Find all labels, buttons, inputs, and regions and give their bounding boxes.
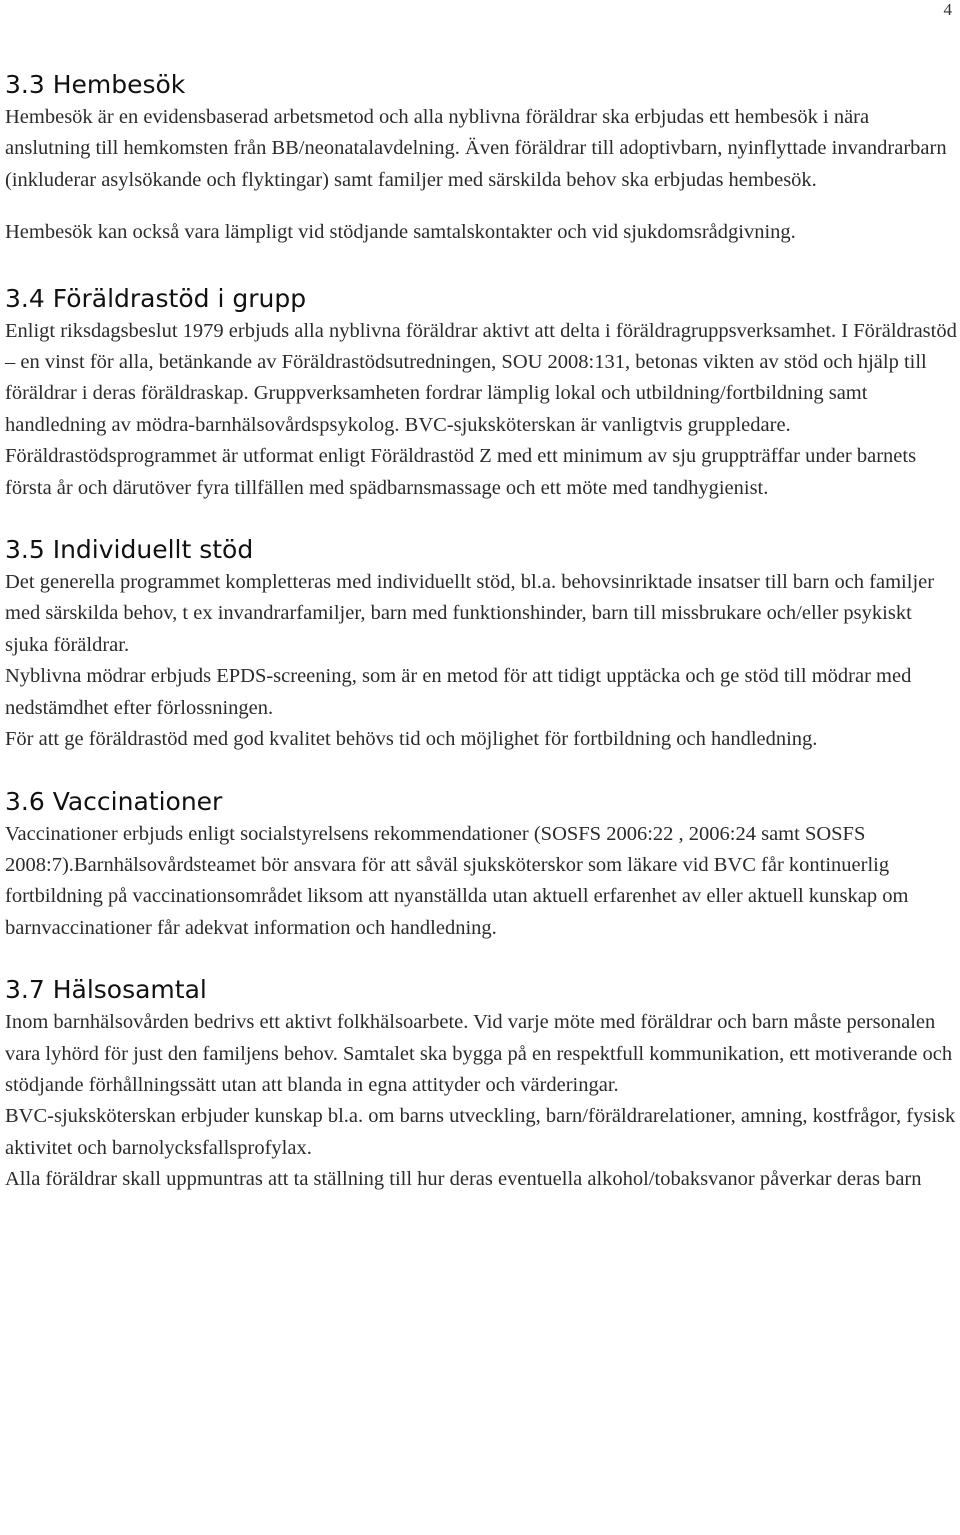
- section-heading: 3.3 Hembesök: [5, 70, 186, 99]
- section-heading: 3.6 Vaccinationer: [5, 786, 223, 816]
- paragraph: Hembesök är en evidensbaserad arbetsmetod och alla nyblivna föräldrar ska erbjudas ett hembesök i nära anslutning till hemkomsten från BB/neonatalavdelning. Även föräldrar till adoptivbarn, nyinflyttade invandrarbarn (inkluderar asylsökande och flyktingar) samt familjer med särskilda behov ska erbjudas hembesök.: [5, 106, 947, 191]
- paragraph: Nyblivna mödrar erbjuds EPDS-screening, som är en metod för att tidigt upptäcka och ge stöd till mödrar med nedstämdhet efter förlossningen.: [5, 665, 912, 719]
- section-vaccinationer: [5, 785, 957, 945]
- section-individuellt-stod: [5, 533, 957, 755]
- page-number: 4: [943, 0, 952, 19]
- section-heading: 3.5 Individuellt stöd: [5, 535, 254, 565]
- paragraph: För att ge föräldrastöd med god kvalitet behövs tid och möjlighet för fortbildning och handledning.: [5, 728, 818, 751]
- paragraph: Vaccinationer erbjuds enligt socialstyrelsens rekommendationer (SOSFS 2006:22 , 2006:24 samt SOSFS 2008:7).Barnhälsovårdsteamet bör ansvara för att såväl sjuksköterskor som läkare vid BVC får kontinuerlig fortbildning på vaccinationsområdet liksom att nyanställda utan aktuell erfarenhet av eller aktuell kunskap om barnvaccinationer får adekvat information och handledning.: [5, 822, 909, 939]
- document-body: [5, 68, 957, 1196]
- section-foraldrastod-i-grupp: [5, 282, 957, 504]
- section-hembesok: [5, 68, 957, 249]
- paragraph: Hembesök kan också vara lämpligt vid stödjande samtalskontakter och vid sjukdomsrådgivning.: [5, 221, 796, 244]
- paragraph: Det generella programmet kompletteras med individuellt stöd, bl.a. behovsinriktade insatser till barn och familjer med särskilda behov, t ex invandrarfamiljer, barn med funktionshinder, barn till missbrukare och/eller psykiskt sjuka föräldrar.: [5, 571, 935, 656]
- paragraph: Alla föräldrar skall uppmuntras att ta ställning till hur deras eventuella alkohol/tobaksvanor påverkar deras barn: [5, 1168, 922, 1191]
- paragraph: BVC-sjuksköterskan erbjuder kunskap bl.a. om barns utveckling, barn/föräldrarelationer, amning, kostfrågor, fysisk aktivitet och barnolycksfallsprofylax.: [5, 1105, 956, 1159]
- section-heading: 3.4 Föräldrastöd i grupp: [5, 283, 307, 313]
- paragraph: Enligt riksdagsbeslut 1979 erbjuds alla nyblivna föräldrar aktivt att delta i föräldragruppsverksamhet. I Föräldrastöd – en vinst för alla, betänkande av Föräldrastödsutredningen, SOU 2008:131, betonas vikten av stöd och hjälp till föräldrar i deras föräldraskap. Gruppverksamheten fordrar lämplig lokal och utbildning/fortbildning samt handledning av mödra-barnhälsovårdspsykolog. BVC-sjuksköterskan är vanligtvis gruppledare. Föräldrastödsprogrammet är utformat enligt Föräldrastöd Z med ett minimum av sju gruppträffar under barnets första år och därutöver fyra tillfällen med spädbarnsmassage och ett möte med tandhygienist.: [5, 319, 957, 499]
- section-heading: 3.7 Hälsosamtal: [5, 975, 207, 1005]
- section-halsosamtal: [5, 973, 957, 1195]
- paragraph: Inom barnhälsovården bedrivs ett aktivt folkhälsoarbete. Vid varje möte med föräldrar och barn måste personalen vara lyhörd för just den familjens behov. Samtalet ska bygga på en respektfull kommunikation, ett motiverande och stödjande förhållningssätt utan att blanda in egna attityder och värderingar.: [5, 1011, 953, 1096]
